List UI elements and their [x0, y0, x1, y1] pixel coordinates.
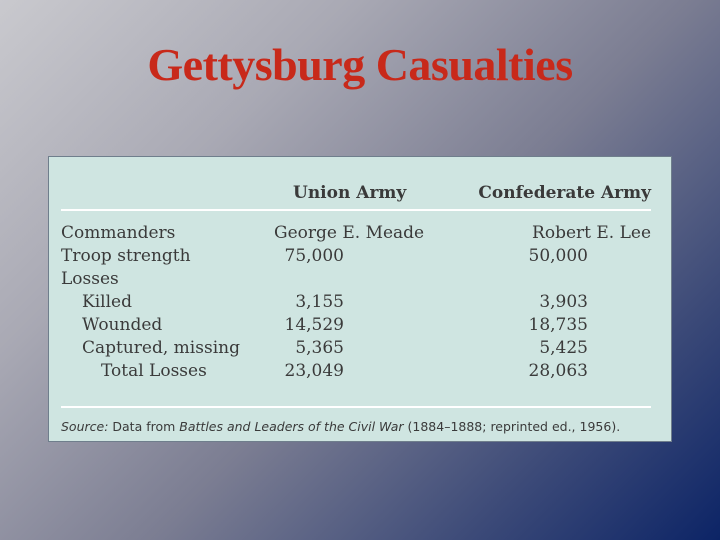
- table-row-captured-missing: [49, 338, 671, 361]
- row-label: Wounded: [82, 315, 163, 335]
- source-text-1: Data from: [108, 419, 180, 434]
- table-row-killed: [49, 292, 671, 315]
- row-label: Killed: [82, 292, 132, 312]
- confederate-cell: 50,000: [528, 246, 588, 266]
- column-header-union: Union Army: [293, 183, 407, 203]
- row-label: Captured, missing: [82, 338, 240, 358]
- footer-divider: [61, 406, 651, 408]
- source-work-title: Battles and Leaders of the Civil War: [179, 419, 404, 434]
- slide-title: Gettysburg Casualties: [147, 39, 573, 90]
- union-cell: 14,529: [284, 315, 344, 335]
- union-cell: 3,155: [295, 292, 344, 312]
- table-row-wounded: [49, 315, 671, 338]
- confederate-cell: 5,425: [539, 338, 588, 358]
- confederate-cell: 28,063: [528, 361, 588, 381]
- table-row-losses: [49, 269, 671, 292]
- casualties-table: [48, 156, 672, 442]
- row-label: Total Losses: [101, 361, 207, 381]
- confederate-cell: 18,735: [528, 315, 588, 335]
- confederate-cell: 3,903: [539, 292, 588, 312]
- union-cell: George E. Meade: [274, 223, 425, 243]
- row-label: Commanders: [61, 223, 176, 243]
- table-row-troop-strength: [49, 246, 671, 269]
- confederate-cell: Robert E. Lee: [532, 223, 651, 243]
- source-prefix: Source:: [61, 419, 109, 434]
- source-text-2: (1884–1888; reprinted ed., 1956).: [403, 419, 621, 434]
- source-note: [61, 419, 620, 434]
- row-label: Troop strength: [61, 246, 191, 266]
- row-label: Losses: [61, 269, 119, 289]
- table-row-commanders: [49, 223, 671, 246]
- header-divider: [61, 209, 651, 211]
- union-cell: 23,049: [284, 361, 344, 381]
- table-row-total-losses: [49, 361, 671, 384]
- column-header-confederate: Confederate Army: [478, 183, 651, 203]
- union-cell: 75,000: [284, 246, 344, 266]
- union-cell: 5,365: [295, 338, 344, 358]
